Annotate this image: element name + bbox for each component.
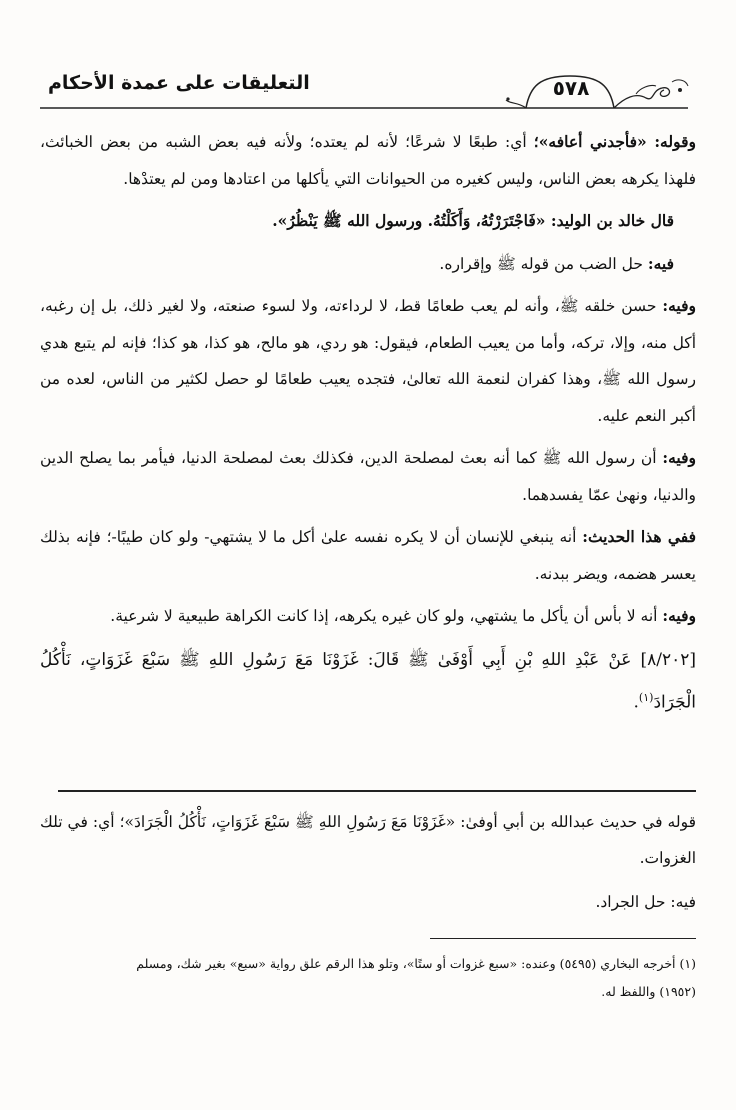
footnote-line bbox=[40, 978, 696, 1006]
footnote-text: (١٩٥٢) واللفظ له. bbox=[601, 984, 696, 999]
paragraph-label: وفيه: bbox=[662, 296, 696, 315]
page-number: ٥٧٨ bbox=[552, 76, 590, 100]
paragraph bbox=[40, 519, 696, 592]
paragraph-text: أي: في تلك الغزوات. bbox=[40, 813, 696, 867]
commentary bbox=[40, 804, 696, 928]
paragraph-text: أن رسول الله ﷺ كما أنه بعث لمصلحة الدين، فكذلك بعث لمصلحة الدنيا، فيأمر بما يصلح الدين والدنيا، ونهىٰ عمّا يفسدهما. bbox=[40, 449, 696, 504]
page-header bbox=[40, 68, 696, 114]
paragraph bbox=[40, 440, 696, 513]
footnote-marker: (١) bbox=[679, 956, 696, 971]
hadith-text bbox=[40, 641, 696, 722]
footnote-marker: (١) bbox=[638, 690, 654, 704]
paragraph bbox=[40, 804, 696, 876]
paragraph-text: حل الجراد. bbox=[595, 893, 671, 911]
paragraph bbox=[40, 124, 696, 197]
paragraph-label: قوله في حديث عبدالله بن أبي أوفىٰ: bbox=[460, 813, 696, 831]
paragraph-text: أنه ينبغي للإنسان أن لا يكره نفسه علىٰ أكل ما لا يشتهي- ولو كان طيبًا-؛ فإنه بذلك يعسر هضمه، ويضر ببدنه. bbox=[40, 528, 696, 583]
footnote-text: أخرجه البخاري (٥٤٩٥) وعنده: «سبع غزوات أو ستًا»، وتلو هذا الرقم علق رواية «سبع» بغير شك، ومسلم bbox=[136, 956, 680, 971]
footnote-line bbox=[40, 950, 696, 978]
paragraph-label: وفيه: bbox=[662, 606, 696, 625]
paragraph bbox=[40, 246, 696, 283]
paragraph-text: أنه لا بأس أن يأكل ما يشتهي، ولو كان غيره يكرهه، إذا كانت الكراهة طبيعية لا شرعية. bbox=[110, 607, 663, 625]
footnote bbox=[40, 950, 696, 1006]
hadith-end: . bbox=[633, 692, 639, 713]
paragraph bbox=[40, 598, 696, 635]
paragraph-label: فيه: bbox=[670, 893, 696, 911]
hadith-body: عَنْ عَبْدِ اللهِ بْنِ أَبِي أَوْفَىٰ ﷺ قَالَ: غَزَوْنَا مَعَ رَسُولِ اللهِ ﷺ سَبْعَ غَزَوَاتٍ، نَأْكُلُ الْجَرَادَ bbox=[40, 649, 696, 713]
hadith-number: [٨/٢٠٢] bbox=[640, 649, 696, 670]
paragraph bbox=[40, 203, 696, 240]
hadith-quote: «غَزَوْنَا مَعَ رَسُولِ اللهِ ﷺ سَبْعَ غَزَوَاتٍ، نَأْكُلُ الْجَرَادَ»؛ bbox=[119, 813, 461, 831]
paragraph-text: حسن خلقه ﷺ، وأنه لم يعب طعامًا قط، لا لرداءته، ولا لسوء صنعته، ولا لغير ذلك، بل إن رغبه، أكل منه، وإلا، تركه، وأما من يعيب الطعام، فيقول: هو ردي، هو مالح، هو كذا، هو كذا؛ فإنه لم يتبع هدي رسول الله ﷺ، وهذا كفران لنعمة الله تعالىٰ، فتجده يعيب طعامًا لو حصل لكثير من الناس، لعده من أكبر النعم عليه. bbox=[40, 297, 696, 425]
paragraph-label: فيه: bbox=[647, 253, 674, 273]
paragraph-label: وفيه: bbox=[662, 448, 696, 467]
paragraph bbox=[40, 288, 696, 434]
paragraph-label: ففي هذا الحديث: bbox=[582, 527, 696, 546]
paragraph-label: قال خالد بن الوليد: bbox=[550, 211, 674, 230]
paragraph-text: أي: طبعًا لا شرعًا؛ لأنه لم يعتده؛ ولأنه فيه بعض الشبه من بعض الخبائث، فلهذا يكرهه بعض الناس، وليس كغيره من الحيوانات التي يأكلها من اعتادها ومن لم يعتدْها. bbox=[40, 133, 696, 188]
hadith-quote: «فَاجْتَرَرْتُهُ، وَأَكَلْتُهُ. ورسول الله ﷺ يَنْظُرُ». bbox=[272, 211, 551, 230]
book-title: التعليقات على عمدة الأحكام bbox=[48, 72, 310, 94]
paragraph-text: حل الضب من قوله ﷺ وإقراره. bbox=[439, 254, 648, 273]
paragraph bbox=[40, 884, 696, 920]
paragraph-label: وقوله: «فأجدني أعافه»؛ bbox=[533, 132, 696, 151]
section-divider bbox=[58, 790, 696, 792]
main-text bbox=[40, 124, 696, 727]
footnote-divider bbox=[430, 938, 696, 939]
